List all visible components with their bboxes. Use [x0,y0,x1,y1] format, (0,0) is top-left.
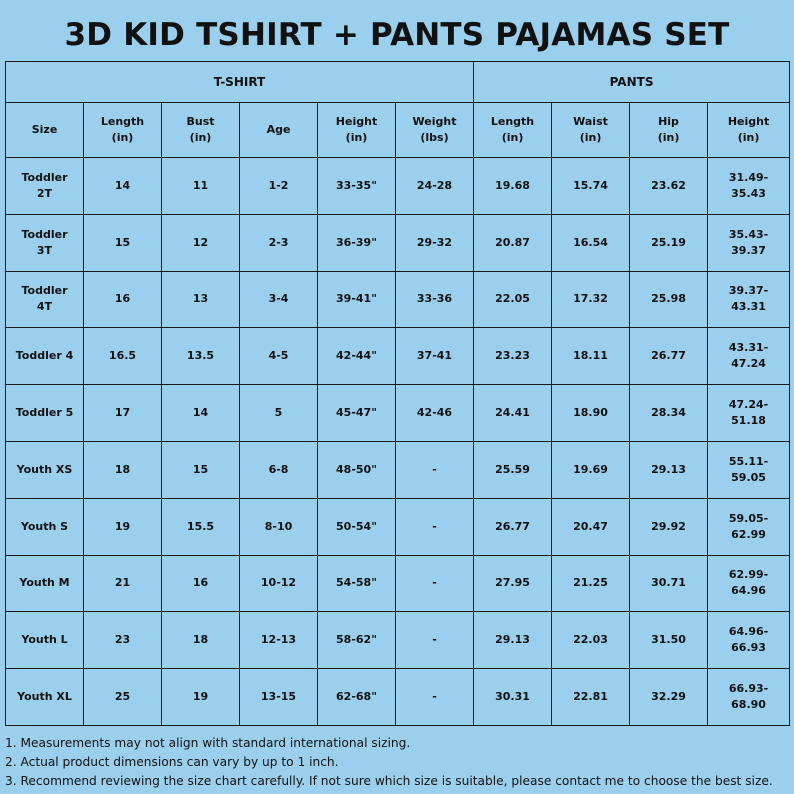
tshirt-height-cell: 48-50" [318,441,396,498]
pants-height-cell: 59.05- 62.99 [708,498,790,555]
tshirt-length-cell: 21 [84,555,162,612]
pants-length-cell: 29.13 [474,612,552,669]
note-line: 3. Recommend reviewing the size chart carefully. If not sure which size is suitable, please contact me to choose the best size. [5,774,773,788]
tshirt-height-cell: 45-47" [318,385,396,442]
size-cell: Youth XS [6,441,84,498]
table-row [6,385,790,442]
age-cell: 6-8 [240,441,318,498]
size-cell: Youth S [6,498,84,555]
size-header: Size [6,103,84,158]
pants-height-cell: 47.24- 51.18 [708,385,790,442]
waist-cell: 15.74 [552,158,630,215]
tshirt-length-header: Length (in) [84,103,162,158]
tshirt-length-cell: 16 [84,271,162,328]
pants-length-cell: 25.59 [474,441,552,498]
table-row [6,328,790,385]
pants-height-cell: 62.99- 64.96 [708,555,790,612]
pants-length-cell: 22.05 [474,271,552,328]
weight-cell: - [396,555,474,612]
size-cell: Youth L [6,612,84,669]
tshirt-height-cell: 58-62" [318,612,396,669]
tshirt-length-cell: 14 [84,158,162,215]
hip-cell: 25.98 [630,271,708,328]
weight-cell: 33-36 [396,271,474,328]
notes-section [5,734,794,791]
weight-header: Weight (lbs) [396,103,474,158]
bust-cell: 15 [162,441,240,498]
pants-group-header: PANTS [474,62,790,103]
tshirt-height-cell: 33-35" [318,158,396,215]
age-cell: 3-4 [240,271,318,328]
bust-cell: 11 [162,158,240,215]
hip-cell: 29.13 [630,441,708,498]
tshirt-height-header: Height (in) [318,103,396,158]
pants-length-cell: 30.31 [474,669,552,726]
table-row [6,498,790,555]
pants-height-cell: 35.43- 39.37 [708,214,790,271]
age-cell: 5 [240,385,318,442]
column-header-row [6,103,790,158]
table-row [6,271,790,328]
bust-header: Bust (in) [162,103,240,158]
bust-cell: 13.5 [162,328,240,385]
age-cell: 1-2 [240,158,318,215]
size-cell: Toddler 3T [6,214,84,271]
table-row [6,441,790,498]
note-line: 2. Actual product dimensions can vary by up to 1 inch. [5,755,339,769]
table-row [6,669,790,726]
waist-header: Waist (in) [552,103,630,158]
size-cell: Toddler 5 [6,385,84,442]
tshirt-height-cell: 54-58" [318,555,396,612]
size-cell: Toddler 4T [6,271,84,328]
tshirt-length-cell: 19 [84,498,162,555]
page-title: 3D KID TSHIRT + PANTS PAJAMAS SET [64,17,730,53]
table-body [6,158,790,726]
hip-cell: 32.29 [630,669,708,726]
table-row [6,612,790,669]
tshirt-height-cell: 50-54" [318,498,396,555]
age-cell: 8-10 [240,498,318,555]
hip-cell: 29.92 [630,498,708,555]
weight-cell: - [396,498,474,555]
bust-cell: 15.5 [162,498,240,555]
size-cell: Toddler 2T [6,158,84,215]
pants-height-cell: 66.93- 68.90 [708,669,790,726]
waist-cell: 17.32 [552,271,630,328]
waist-cell: 20.47 [552,498,630,555]
size-chart-table [5,61,790,726]
pants-length-cell: 24.41 [474,385,552,442]
tshirt-height-cell: 36-39" [318,214,396,271]
waist-cell: 19.69 [552,441,630,498]
tshirt-length-cell: 18 [84,441,162,498]
bust-cell: 12 [162,214,240,271]
size-cell: Youth M [6,555,84,612]
hip-cell: 23.62 [630,158,708,215]
table-row [6,158,790,215]
age-cell: 13-15 [240,669,318,726]
pants-length-cell: 20.87 [474,214,552,271]
pants-height-cell: 31.49- 35.43 [708,158,790,215]
tshirt-length-cell: 17 [84,385,162,442]
weight-cell: 37-41 [396,328,474,385]
waist-cell: 21.25 [552,555,630,612]
pants-length-cell: 19.68 [474,158,552,215]
age-cell: 4-5 [240,328,318,385]
pants-height-cell: 43.31- 47.24 [708,328,790,385]
bust-cell: 16 [162,555,240,612]
waist-cell: 16.54 [552,214,630,271]
waist-cell: 22.03 [552,612,630,669]
table-row [6,555,790,612]
weight-cell: 42-46 [396,385,474,442]
hip-cell: 28.34 [630,385,708,442]
size-cell: Toddler 4 [6,328,84,385]
tshirt-length-cell: 23 [84,612,162,669]
weight-cell: - [396,612,474,669]
pants-height-header: Height (in) [708,103,790,158]
weight-cell: - [396,441,474,498]
table-row [6,214,790,271]
weight-cell: 24-28 [396,158,474,215]
age-cell: 12-13 [240,612,318,669]
age-cell: 10-12 [240,555,318,612]
size-cell: Youth XL [6,669,84,726]
pants-height-cell: 39.37- 43.31 [708,271,790,328]
group-header-row [6,62,790,103]
tshirt-length-cell: 25 [84,669,162,726]
bust-cell: 19 [162,669,240,726]
tshirt-length-cell: 16.5 [84,328,162,385]
note-line: 1. Measurements may not align with standard international sizing. [5,736,411,750]
hip-cell: 30.71 [630,555,708,612]
waist-cell: 22.81 [552,669,630,726]
tshirt-height-cell: 62-68" [318,669,396,726]
pants-height-cell: 55.11- 59.05 [708,441,790,498]
weight-cell: 29-32 [396,214,474,271]
pants-length-header: Length (in) [474,103,552,158]
tshirt-height-cell: 42-44" [318,328,396,385]
hip-header: Hip (in) [630,103,708,158]
pants-length-cell: 27.95 [474,555,552,612]
hip-cell: 25.19 [630,214,708,271]
bust-cell: 18 [162,612,240,669]
tshirt-group-header: T-SHIRT [6,62,474,103]
hip-cell: 31.50 [630,612,708,669]
tshirt-height-cell: 39-41" [318,271,396,328]
age-cell: 2-3 [240,214,318,271]
waist-cell: 18.11 [552,328,630,385]
waist-cell: 18.90 [552,385,630,442]
hip-cell: 26.77 [630,328,708,385]
bust-cell: 14 [162,385,240,442]
bust-cell: 13 [162,271,240,328]
age-header: Age [240,103,318,158]
tshirt-length-cell: 15 [84,214,162,271]
pants-height-cell: 64.96- 66.93 [708,612,790,669]
pants-length-cell: 26.77 [474,498,552,555]
weight-cell: - [396,669,474,726]
pants-length-cell: 23.23 [474,328,552,385]
